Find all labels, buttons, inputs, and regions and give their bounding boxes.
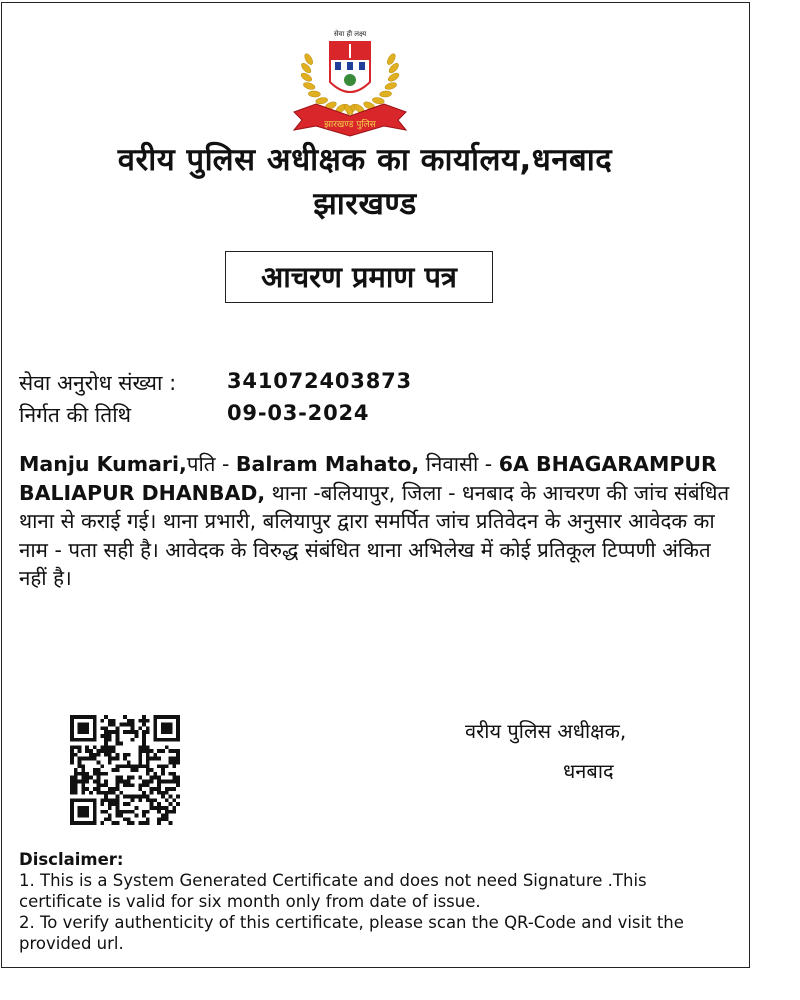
- jharkhand-police-emblem: [280, 20, 420, 140]
- emblem-ribbon-text: झारखण्ड पुलिस: [324, 120, 376, 130]
- applicant-address: 6A BHAGARAMPUR BALIAPUR DHANBAD,: [19, 452, 717, 505]
- disclaimer-heading: Disclaimer:: [19, 850, 124, 869]
- applicant-name: Manju Kumari,: [19, 452, 187, 476]
- disclaimer-section: [19, 849, 719, 954]
- resident-label: निवासी -: [419, 452, 499, 476]
- office-title-line1: वरीय पुलिस अधीक्षक का कार्यालय,धनबाद: [117, 142, 613, 178]
- body-statement: थाना -बलियापुर, जिला - धनबाद के आचरण की जांच संबंधित थाना से कराई गई। थाना प्रभारी, बलियापुर द्वारा समर्पित जांच प्रतिवेदन के अनुसार आवेदक का नाम - पता सही है। आवेदक के विरुद्ध संबंधित थाना अभिलेख में कोई प्रतिकूल टिप्पणी अंकित नहीं है।: [19, 480, 730, 590]
- issue-date-row: [19, 401, 370, 429]
- request-number-label: सेवा अनुरोध संख्या :: [19, 371, 177, 395]
- certificate-body: [19, 450, 739, 593]
- certificate-title: आचरण प्रमाण पत्र: [225, 251, 493, 303]
- disclaimer-line-1: 1. This is a System Generated Certificate and does not need Signature .This certificate is valid for six month only from date of issue.: [19, 871, 647, 911]
- request-number-row: [19, 369, 412, 397]
- verification-qr-code[interactable]: [70, 715, 180, 825]
- relation-label: पति -: [186, 452, 236, 476]
- signatory-place: धनबाद: [563, 759, 614, 783]
- relative-name: Balram Mahato,: [235, 452, 420, 476]
- office-title-line2: झारखण्ड: [313, 186, 417, 222]
- issue-date-value: 09-03-2024: [227, 401, 370, 425]
- request-number-value: 341072403873: [227, 369, 412, 393]
- disclaimer-line-2: 2. To verify authenticity of this certificate, please scan the QR-Code and visit the provided url.: [19, 913, 684, 953]
- signatory-designation: वरीय पुलिस अधीक्षक,: [465, 719, 627, 743]
- emblem-motto: सेवा ही लक्ष्य: [333, 30, 367, 38]
- issue-date-label: निर्गत की तिथि: [19, 403, 132, 427]
